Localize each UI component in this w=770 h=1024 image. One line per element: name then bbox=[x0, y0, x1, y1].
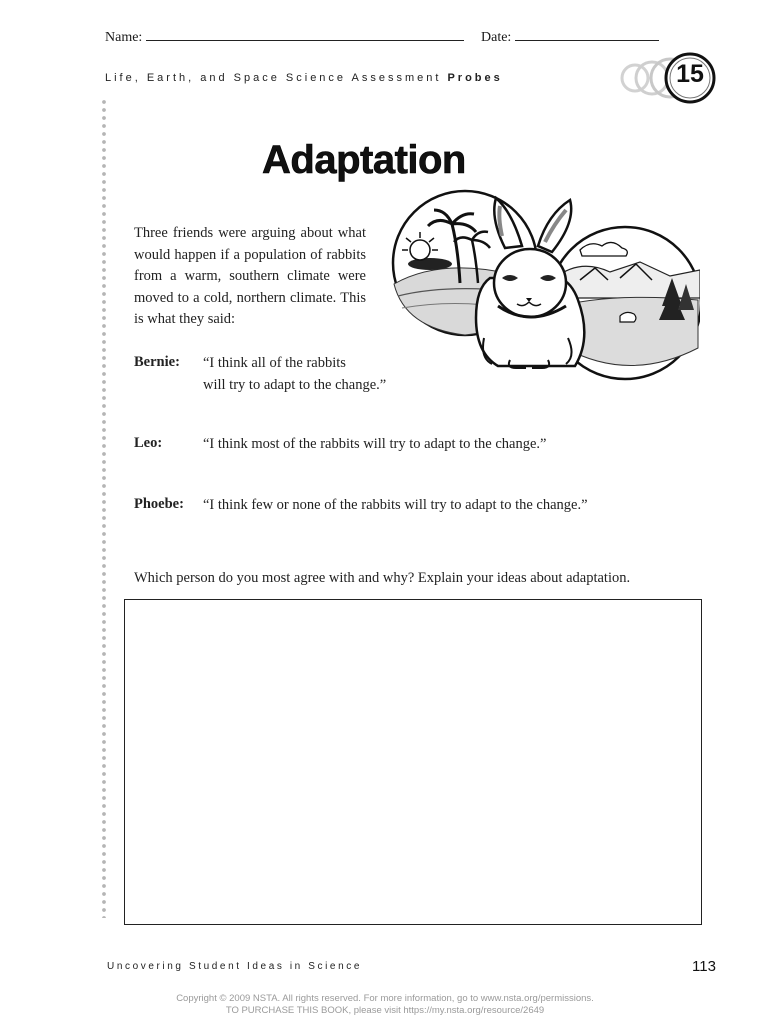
probe-badge bbox=[618, 50, 718, 106]
intro-paragraph: Three friends were arguing about what would happen if a population of rabbits from a warm, southern climate were moved to a cold, northern climate. This is what they said: bbox=[134, 225, 366, 327]
copyright-line1: Copyright © 2009 NSTA. All rights reserved. For more information, go to www.nsta.org/permissions. bbox=[176, 993, 594, 1004]
name-input-line[interactable] bbox=[146, 40, 464, 41]
quote-bernie-line1: “I think all of the rabbits bbox=[203, 355, 346, 371]
speaker-leo: Leo: bbox=[134, 435, 163, 451]
speaker-bernie: Bernie: bbox=[134, 354, 180, 370]
illustration-svg bbox=[380, 188, 700, 388]
date-label: Date: bbox=[481, 30, 512, 45]
page-title: Adaptation bbox=[262, 138, 466, 182]
answer-box[interactable] bbox=[124, 599, 702, 925]
series-text: Life, Earth, and Space Science Assessment bbox=[105, 72, 442, 84]
probe-number: 15 bbox=[676, 60, 704, 88]
book-title: Uncovering Student Ideas in Science bbox=[107, 961, 362, 972]
date-field[interactable] bbox=[481, 30, 659, 46]
name-field[interactable] bbox=[105, 30, 464, 46]
name-label: Name: bbox=[105, 30, 143, 45]
question-prompt: Which person do you most agree with and why? Explain your ideas about adaptation. bbox=[134, 570, 631, 586]
quote-phoebe: “I think few or none of the rabbits will try to adapt to the change.” bbox=[203, 497, 588, 513]
quote-bernie bbox=[203, 353, 403, 396]
date-input-line[interactable] bbox=[515, 40, 659, 41]
page-number: 113 bbox=[692, 958, 716, 975]
copyright-line2: TO PURCHASE THIS BOOK, please visit https://my.nsta.org/resource/2649 bbox=[225, 1005, 545, 1016]
copyright-notice bbox=[0, 993, 770, 1017]
rabbit-illustration bbox=[380, 188, 700, 388]
series-bold: Probes bbox=[447, 72, 503, 84]
speaker-phoebe: Phoebe: bbox=[134, 496, 184, 512]
margin-dots bbox=[101, 98, 107, 918]
quote-bernie-line2: will try to adapt to the change.” bbox=[203, 376, 387, 393]
series-title bbox=[105, 72, 503, 84]
quote-leo: “I think most of the rabbits will try to adapt to the change.” bbox=[203, 436, 547, 452]
